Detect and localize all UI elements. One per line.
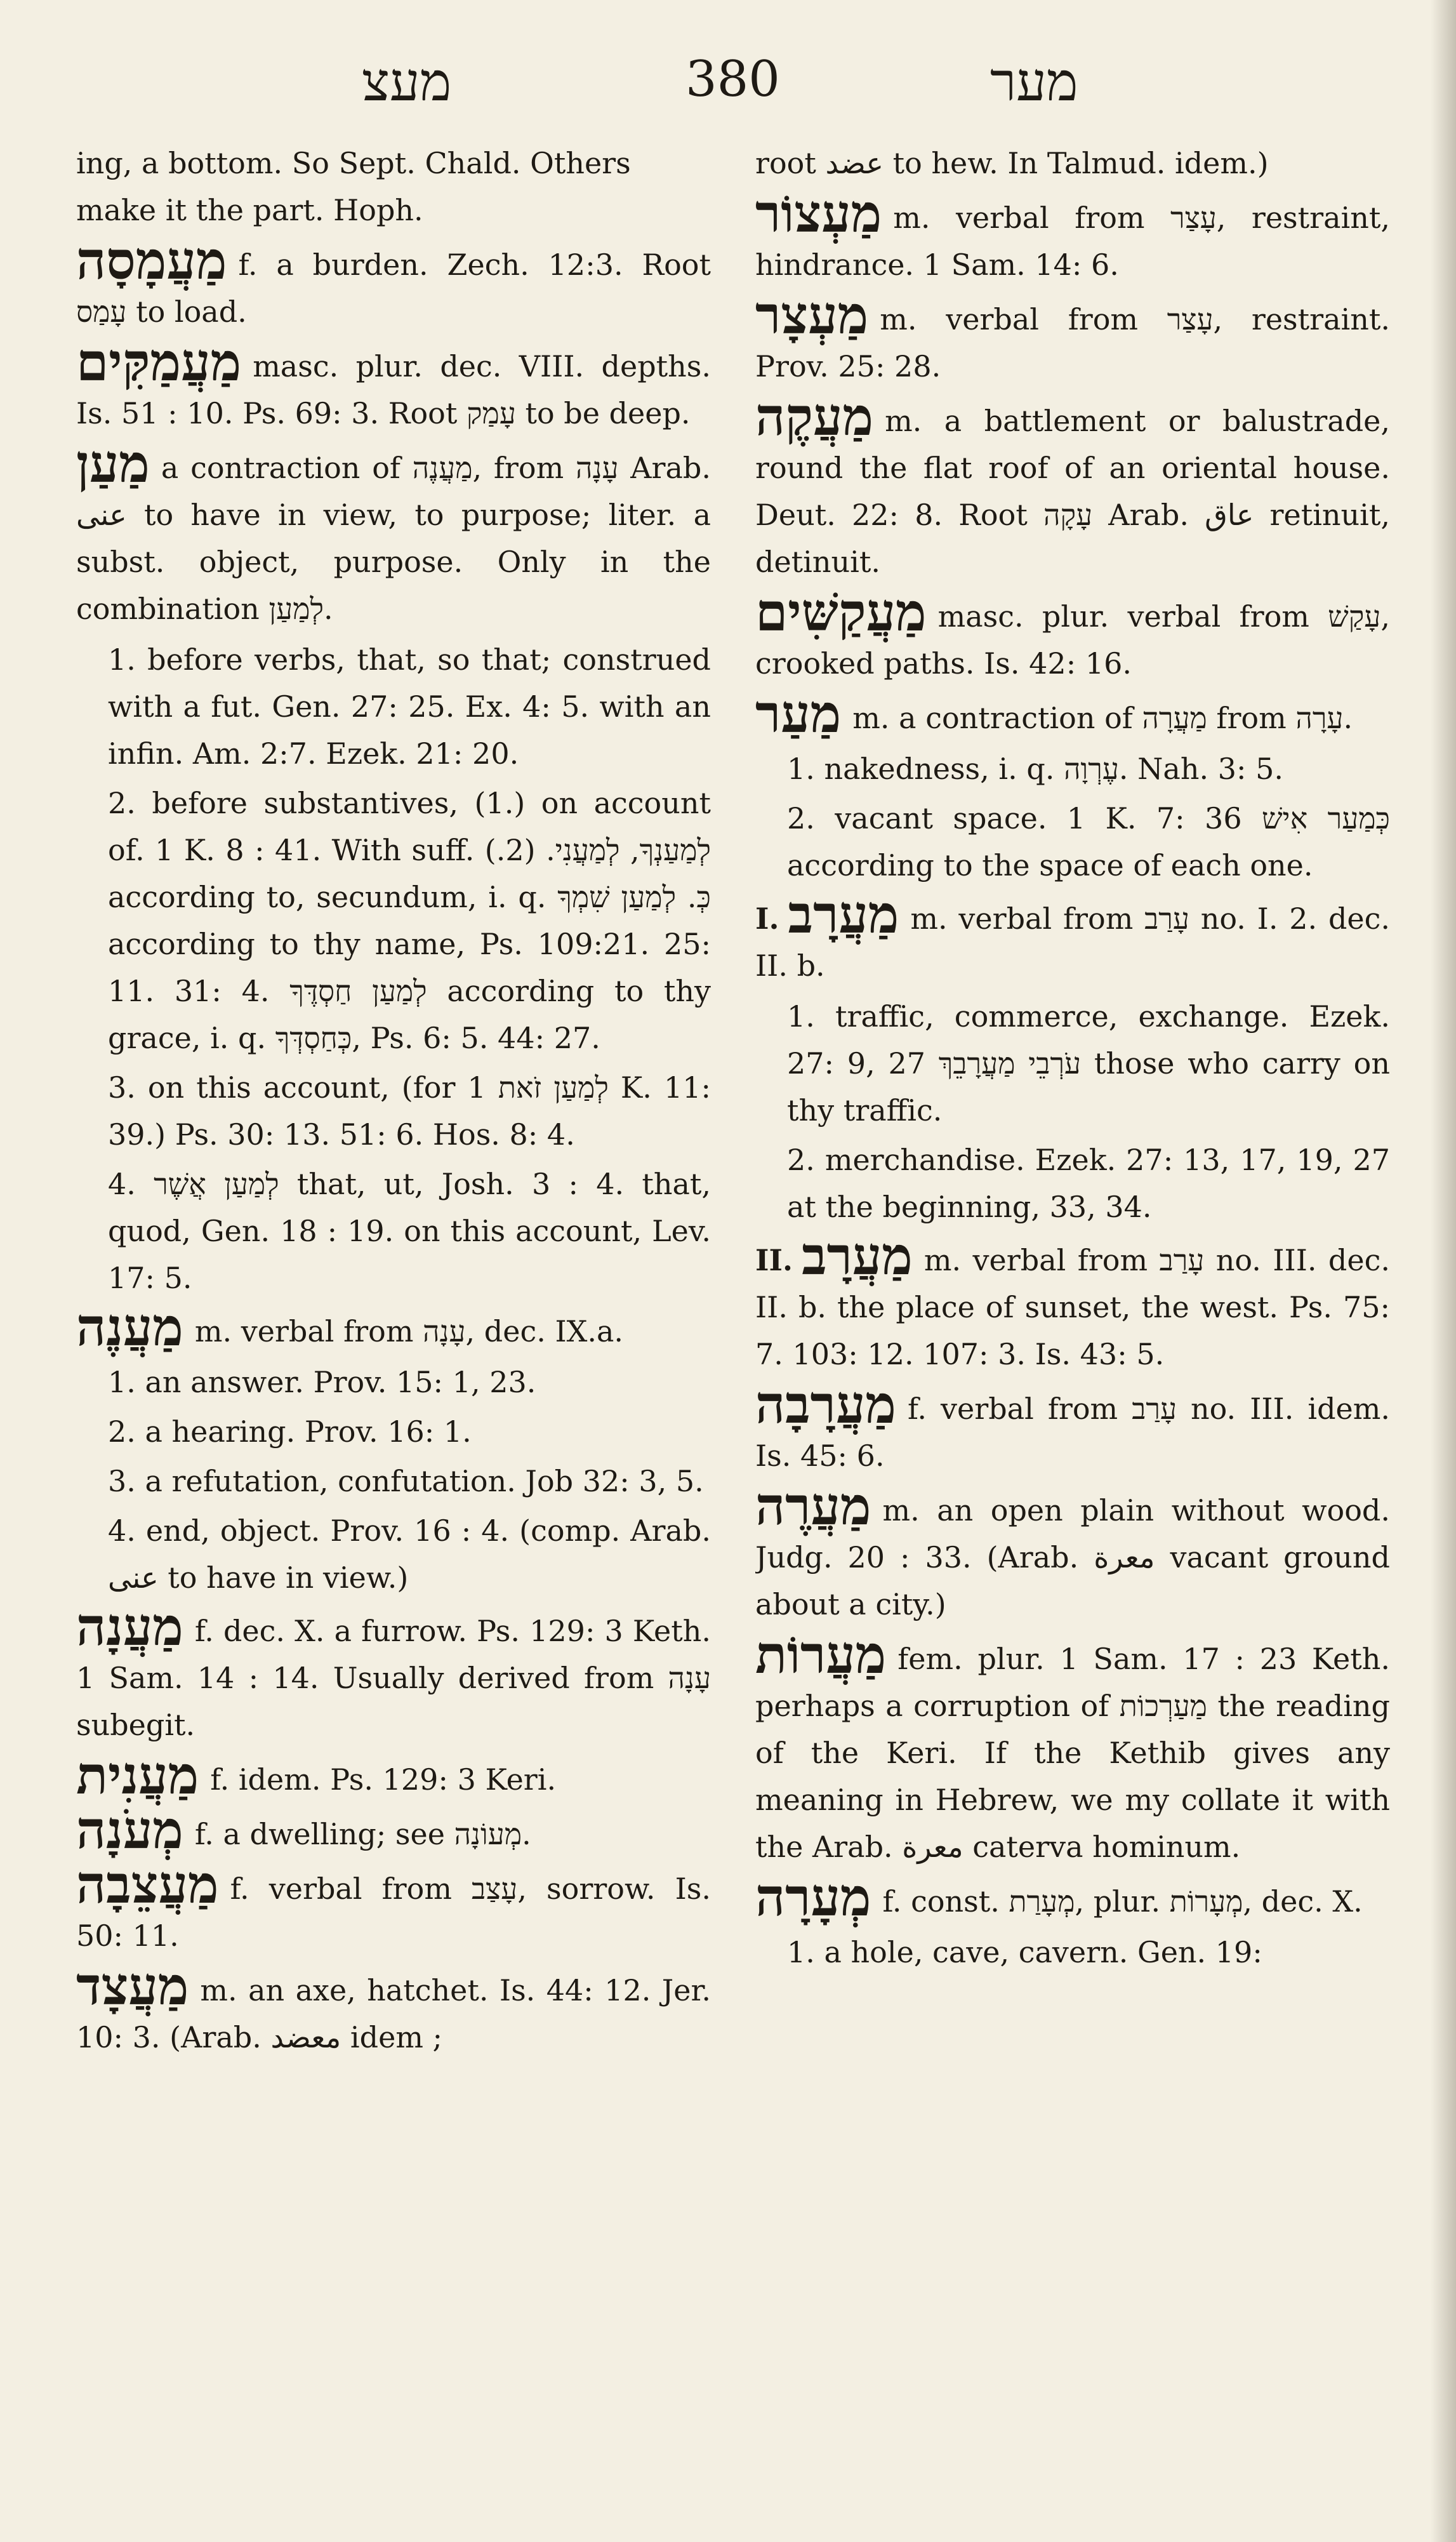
entry-number: I. bbox=[755, 902, 779, 936]
dictionary-entry bbox=[76, 230, 711, 335]
dictionary-entry bbox=[76, 434, 711, 632]
headword: מַעֲנָה bbox=[76, 1597, 183, 1658]
headword: מַעֲקַשִּׁים bbox=[755, 582, 927, 643]
entry-definition: f. verbal from עָרַב no. III. idem. Is. 45: 6. bbox=[755, 1392, 1390, 1473]
headword: מְעָרָה bbox=[755, 1867, 871, 1928]
headword: מַעַן bbox=[76, 434, 150, 495]
entry-definition: f. a dwelling; see מְעוֹנָה. bbox=[194, 1817, 531, 1851]
entry-definition: fem. plur. 1 Sam. 17 : 23 Keth. perhaps a corruption of מַעַרְכוֹת the reading of the Keri. If the Kethib gives any meaning in Hebrew, we my collate it with the Arab. معرة caterva hominum. bbox=[755, 1642, 1390, 1864]
headword: מַעֲרוֹת bbox=[755, 1625, 887, 1686]
entry-definition: m. verbal from עָרַב no. I. 2. dec. II. b. bbox=[755, 902, 1390, 983]
dictionary-entry bbox=[76, 1297, 711, 1358]
left-column bbox=[76, 140, 711, 2514]
entry-sense: 3. a refutation, confutation. Job 32: 3, 5. bbox=[108, 1464, 704, 1498]
headword: מַעֲצֵבָה bbox=[76, 1854, 219, 1915]
dictionary-entry bbox=[76, 332, 711, 437]
entry-sense: 1. an answer. Prov. 15: 1, 23. bbox=[108, 1365, 536, 1399]
entry-sense: 2. before substantives, (1.) on account of. 1 K. 8 : 41. With suff. לְמַעַנְךָ, לְמַעֲנִי. (2.) according to, secundum, i. q. כְּ. לְמַעַן שִׁמְךָ according to thy name, Ps. 109:21. 25: 11. 31: 4. לְמַעַן חַסְדֶּךָ according to thy grace, i. q. כְּחַסְדְּךָ, Ps. 6: 5. 44: 27. bbox=[108, 786, 711, 1055]
running-head-left: מעצ bbox=[362, 51, 452, 113]
dictionary-entry bbox=[755, 1625, 1390, 1870]
dictionary-entry bbox=[755, 1226, 1390, 1378]
dictionary-entry bbox=[755, 1374, 1390, 1479]
headword: מַעְצוֹר bbox=[755, 183, 882, 244]
entry-definition: f. const. מְעָרַת, plur. מְעָרוֹת, dec. X. bbox=[882, 1884, 1363, 1919]
entry-sense: 3. on this account, (for לְמַעַן זֹאת 1 K. 11: 39.) Ps. 30: 13. 51: 6. Hos. 8: 4. bbox=[108, 1070, 711, 1152]
entry-definition: m. verbal from עָצַר, restraint. Prov. 25: 28. bbox=[755, 302, 1390, 383]
headword: מַעְצָר bbox=[755, 285, 869, 346]
dictionary-entry bbox=[755, 582, 1390, 687]
dictionary-entry bbox=[755, 1867, 1390, 1928]
entry-definition: f. dec. X. a furrow. Ps. 129: 3 Keth. 1 Sam. 14 : 14. Usually derived from עָנָה subegit. bbox=[76, 1614, 711, 1742]
continued-text: ing, a bottom. So Sept. Chald. Others make it the part. Hoph. bbox=[76, 146, 631, 227]
dictionary-entry bbox=[755, 183, 1390, 288]
dictionary-entry bbox=[755, 684, 1390, 745]
entry-definition: masc. plur. dec. VIII. depths. Is. 51 : 10. Ps. 69: 3. Root עָמַק to be deep. bbox=[76, 349, 711, 430]
headword: מַעֲקֶה bbox=[755, 387, 874, 448]
headword: מַעֲרָב bbox=[788, 884, 899, 945]
continued-text: root عضد to hew. In Talmud. idem.) bbox=[755, 146, 1269, 180]
dictionary-entry bbox=[76, 1956, 711, 2061]
dictionary-entry bbox=[76, 1800, 711, 1861]
entry-number: II. bbox=[755, 1243, 793, 1277]
dictionary-entry bbox=[755, 1476, 1390, 1628]
entry-sense: 1. traffic, commerce, exchange. Ezek. 27: 9, 27 עֹרְבֵי מַעֲרָבֵךְ those who carry on thy traffic. bbox=[787, 999, 1390, 1128]
headword: מַעַר bbox=[755, 684, 842, 745]
headword: מְעֹנָה bbox=[76, 1800, 183, 1861]
entry-definition: f. idem. Ps. 129: 3 Keri. bbox=[210, 1762, 557, 1797]
entry-sense: 1. before verbs, that, so that; construed with a fut. Gen. 27: 25. Ex. 4: 5. with an infin. Am. 2:7. Ezek. 21: 20. bbox=[108, 642, 711, 771]
page-header bbox=[0, 38, 1456, 127]
entry-sense: 2. a hearing. Prov. 16: 1. bbox=[108, 1414, 472, 1449]
dictionary-entry bbox=[755, 387, 1390, 585]
headword: מַעֲרָבָה bbox=[755, 1374, 896, 1435]
headword: מַעֲרָב bbox=[802, 1226, 913, 1287]
headword: מַעֲמָסָה bbox=[76, 230, 227, 291]
dictionary-entry bbox=[755, 884, 1390, 989]
entry-definition: m. verbal from עָנָה, dec. IX.a. bbox=[194, 1314, 624, 1348]
headword: מַעֲצָד bbox=[76, 1956, 189, 2017]
right-column bbox=[755, 140, 1390, 2514]
entry-definition: a contraction of מַעֲנֶה, from עָנָה Arab. عنى to have in view, to purpose; liter. a subst. object, purpose. Only in the combination לְמַעַן. bbox=[76, 451, 711, 626]
entry-definition: masc. plur. verbal from עָקַשׁ, crooked paths. Is. 42: 16. bbox=[755, 599, 1390, 681]
entry-definition: m. an open plain without wood. Judg. 20 : 33. (Arab. معرة vacant ground about a city.) bbox=[755, 1493, 1390, 1621]
entry-definition: m. a battlement or balustrade, round the flat roof of an oriental house. Deut. 22: 8. Root עָקָה Arab. عاق retinuit, detinuit. bbox=[755, 404, 1390, 579]
entry-sense: 4. end, object. Prov. 16 : 4. (comp. Arab. عنى to have in view.) bbox=[108, 1514, 711, 1595]
page-number: 380 bbox=[685, 51, 780, 108]
dictionary-entry bbox=[76, 1597, 711, 1748]
page-edge-shadow bbox=[1431, 0, 1456, 2542]
dictionary-entry bbox=[76, 1745, 711, 1806]
entry-definition: f. verbal from עָצַב, sorrow. Is. 50: 11. bbox=[76, 1872, 711, 1953]
entry-sense: 2. vacant space. 1 K. 7: 36 כְּמַעַר אִישׁ according to the space of each one. bbox=[787, 801, 1390, 882]
entry-sense: 1. a hole, cave, cavern. Gen. 19: bbox=[787, 1935, 1262, 1969]
headword: מַעֲנִית bbox=[76, 1745, 199, 1806]
headword: מַעֲנֶה bbox=[76, 1297, 183, 1358]
headword: מַעֲמַקִּים bbox=[76, 332, 242, 393]
entry-definition: m. a contraction of מַעֲרָה from עָרָה. bbox=[852, 701, 1353, 735]
entry-sense: 4. לְמַעַן אֲשֶׁר that, ut, Josh. 3 : 4. that, quod, Gen. 18 : 19. on this account, Lev. 17: 5. bbox=[108, 1167, 711, 1295]
running-head-right: מער bbox=[990, 51, 1078, 113]
entry-sense: 1. nakedness, i. q. עֶרְוָה. Nah. 3: 5. bbox=[787, 752, 1283, 786]
entry-definition: m. verbal from עָצַר, restraint, hindrance. 1 Sam. 14: 6. bbox=[755, 201, 1390, 282]
dictionary-entry bbox=[755, 285, 1390, 390]
entry-definition: m. an axe, hatchet. Is. 44: 12. Jer. 10: 3. (Arab. معضد idem ; bbox=[76, 1973, 711, 2054]
entry-sense: 2. merchandise. Ezek. 27: 13, 17, 19, 27 at the beginning, 33, 34. bbox=[787, 1143, 1390, 1224]
entry-definition: f. a burden. Zech. 12:3. Root עָמַס to load. bbox=[76, 248, 711, 329]
entry-definition: m. verbal from עָרַב no. III. dec. II. b. the place of sunset, the west. Ps. 75: 7. 103: 12. 107: 3. Is. 43: 5. bbox=[755, 1243, 1390, 1371]
dictionary-entry bbox=[76, 1854, 711, 1959]
headword: מַעֲרֶה bbox=[755, 1476, 871, 1537]
